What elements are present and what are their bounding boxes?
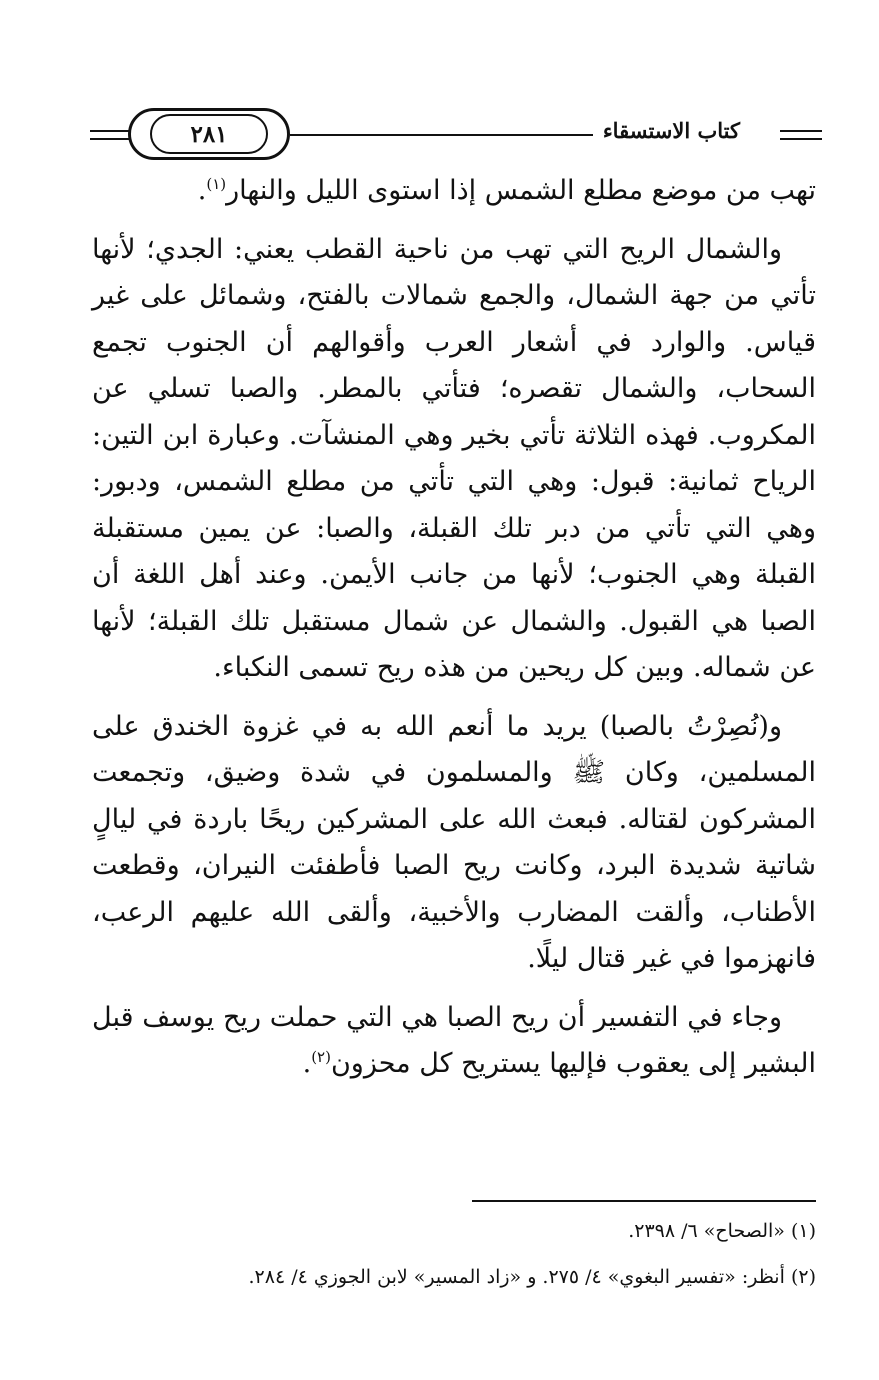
paragraph-text: تهب من موضع مطلع الشمس إذا استوى الليل والنهار bbox=[226, 175, 816, 206]
footnote-number: (٢) bbox=[790, 1266, 816, 1288]
paragraph bbox=[92, 227, 816, 692]
paragraph-text: و(نُصِرْتُ بالصبا) يريد ما أنعم الله به في غزوة الخندق على المسلمين، وكان ﷺ والمسلمون في شدة وضيق، وتجمعت المشركون لقتاله. فبعث الله على المشركين ريحًا باردة في ليالٍ شاتية شديدة البرد، وكانت ريح الصبا فأطفئت النيران، وقطعت الأطناب، وألقت المضارب والأخبية، وألقى الله عليهم الرعب، فانهزموا في غير قتال ليلًا. bbox=[92, 710, 817, 974]
footnote-text: «الصحاح» ٦/ ٢٣٩٨. bbox=[628, 1220, 785, 1242]
paragraph bbox=[92, 704, 816, 983]
header-rule-left bbox=[90, 130, 130, 132]
header-rule-middle bbox=[290, 134, 626, 136]
footnote-ref: (٢) bbox=[311, 1048, 331, 1066]
footnote-item bbox=[92, 1254, 816, 1300]
header-rule-right bbox=[780, 138, 822, 140]
header-rule-left bbox=[90, 138, 130, 140]
footnote-item bbox=[92, 1208, 816, 1254]
footnotes bbox=[92, 1208, 816, 1300]
footnote-ref: (١) bbox=[206, 175, 227, 193]
paragraph-tail: . bbox=[197, 175, 207, 206]
paragraph-text: وجاء في التفسير أن ريح الصبا هي التي حملت ريح يوسف قبل البشير إلى يعقوب فإليها يستريح كل محزون bbox=[92, 1001, 816, 1079]
paragraph-text: والشمال الريح التي تهب من ناحية القطب يعني: الجدي؛ لأنها تأتي من جهة الشمال، والجمع شمالات بالفتح، وشمائل على غير قياس. والوارد في أشعار العرب وأقوالهم أن الجنوب تجمع السحاب، والشمال تقصره؛ فتأتي بالمطر. والصبا تسلي عن المكروب. فهذه الثلاثة تأتي بخير وهي المنشآت. وعبارة ابن التين: الرياح ثمانية: قبول: وهي التي تأتي من مطلع الشمس، ودبور: وهي التي تأتي من دبر تلك القبلة، والصبا: عن يمين مستقبلة القبلة وهي الجنوب؛ لأنها من جانب الأيمن. وعند أهل اللغة أن الصبا هي القبول. والشمال عن شمال مستقبل تلك القبلة؛ لأنها عن شماله. وبين كل ريحين من هذه ريح تسمى النكباء. bbox=[92, 233, 817, 683]
header-rule-right bbox=[780, 130, 822, 132]
paragraph bbox=[92, 995, 816, 1088]
paragraph bbox=[92, 168, 816, 215]
page-number-badge bbox=[128, 108, 290, 160]
footnote-separator bbox=[472, 1200, 816, 1202]
paragraph-tail: . bbox=[302, 1048, 312, 1079]
footnote-text: أنظر: «تفسير البغوي» ٤/ ٢٧٥. و «زاد المسير» لابن الجوزي ٤/ ٢٨٤. bbox=[248, 1266, 785, 1288]
page-number: ٢٨١ bbox=[150, 114, 268, 154]
main-text bbox=[92, 168, 816, 1100]
page-header bbox=[90, 108, 822, 164]
running-title: كتاب الاستسقاء bbox=[593, 118, 750, 143]
footnote-number: (١) bbox=[790, 1220, 816, 1242]
